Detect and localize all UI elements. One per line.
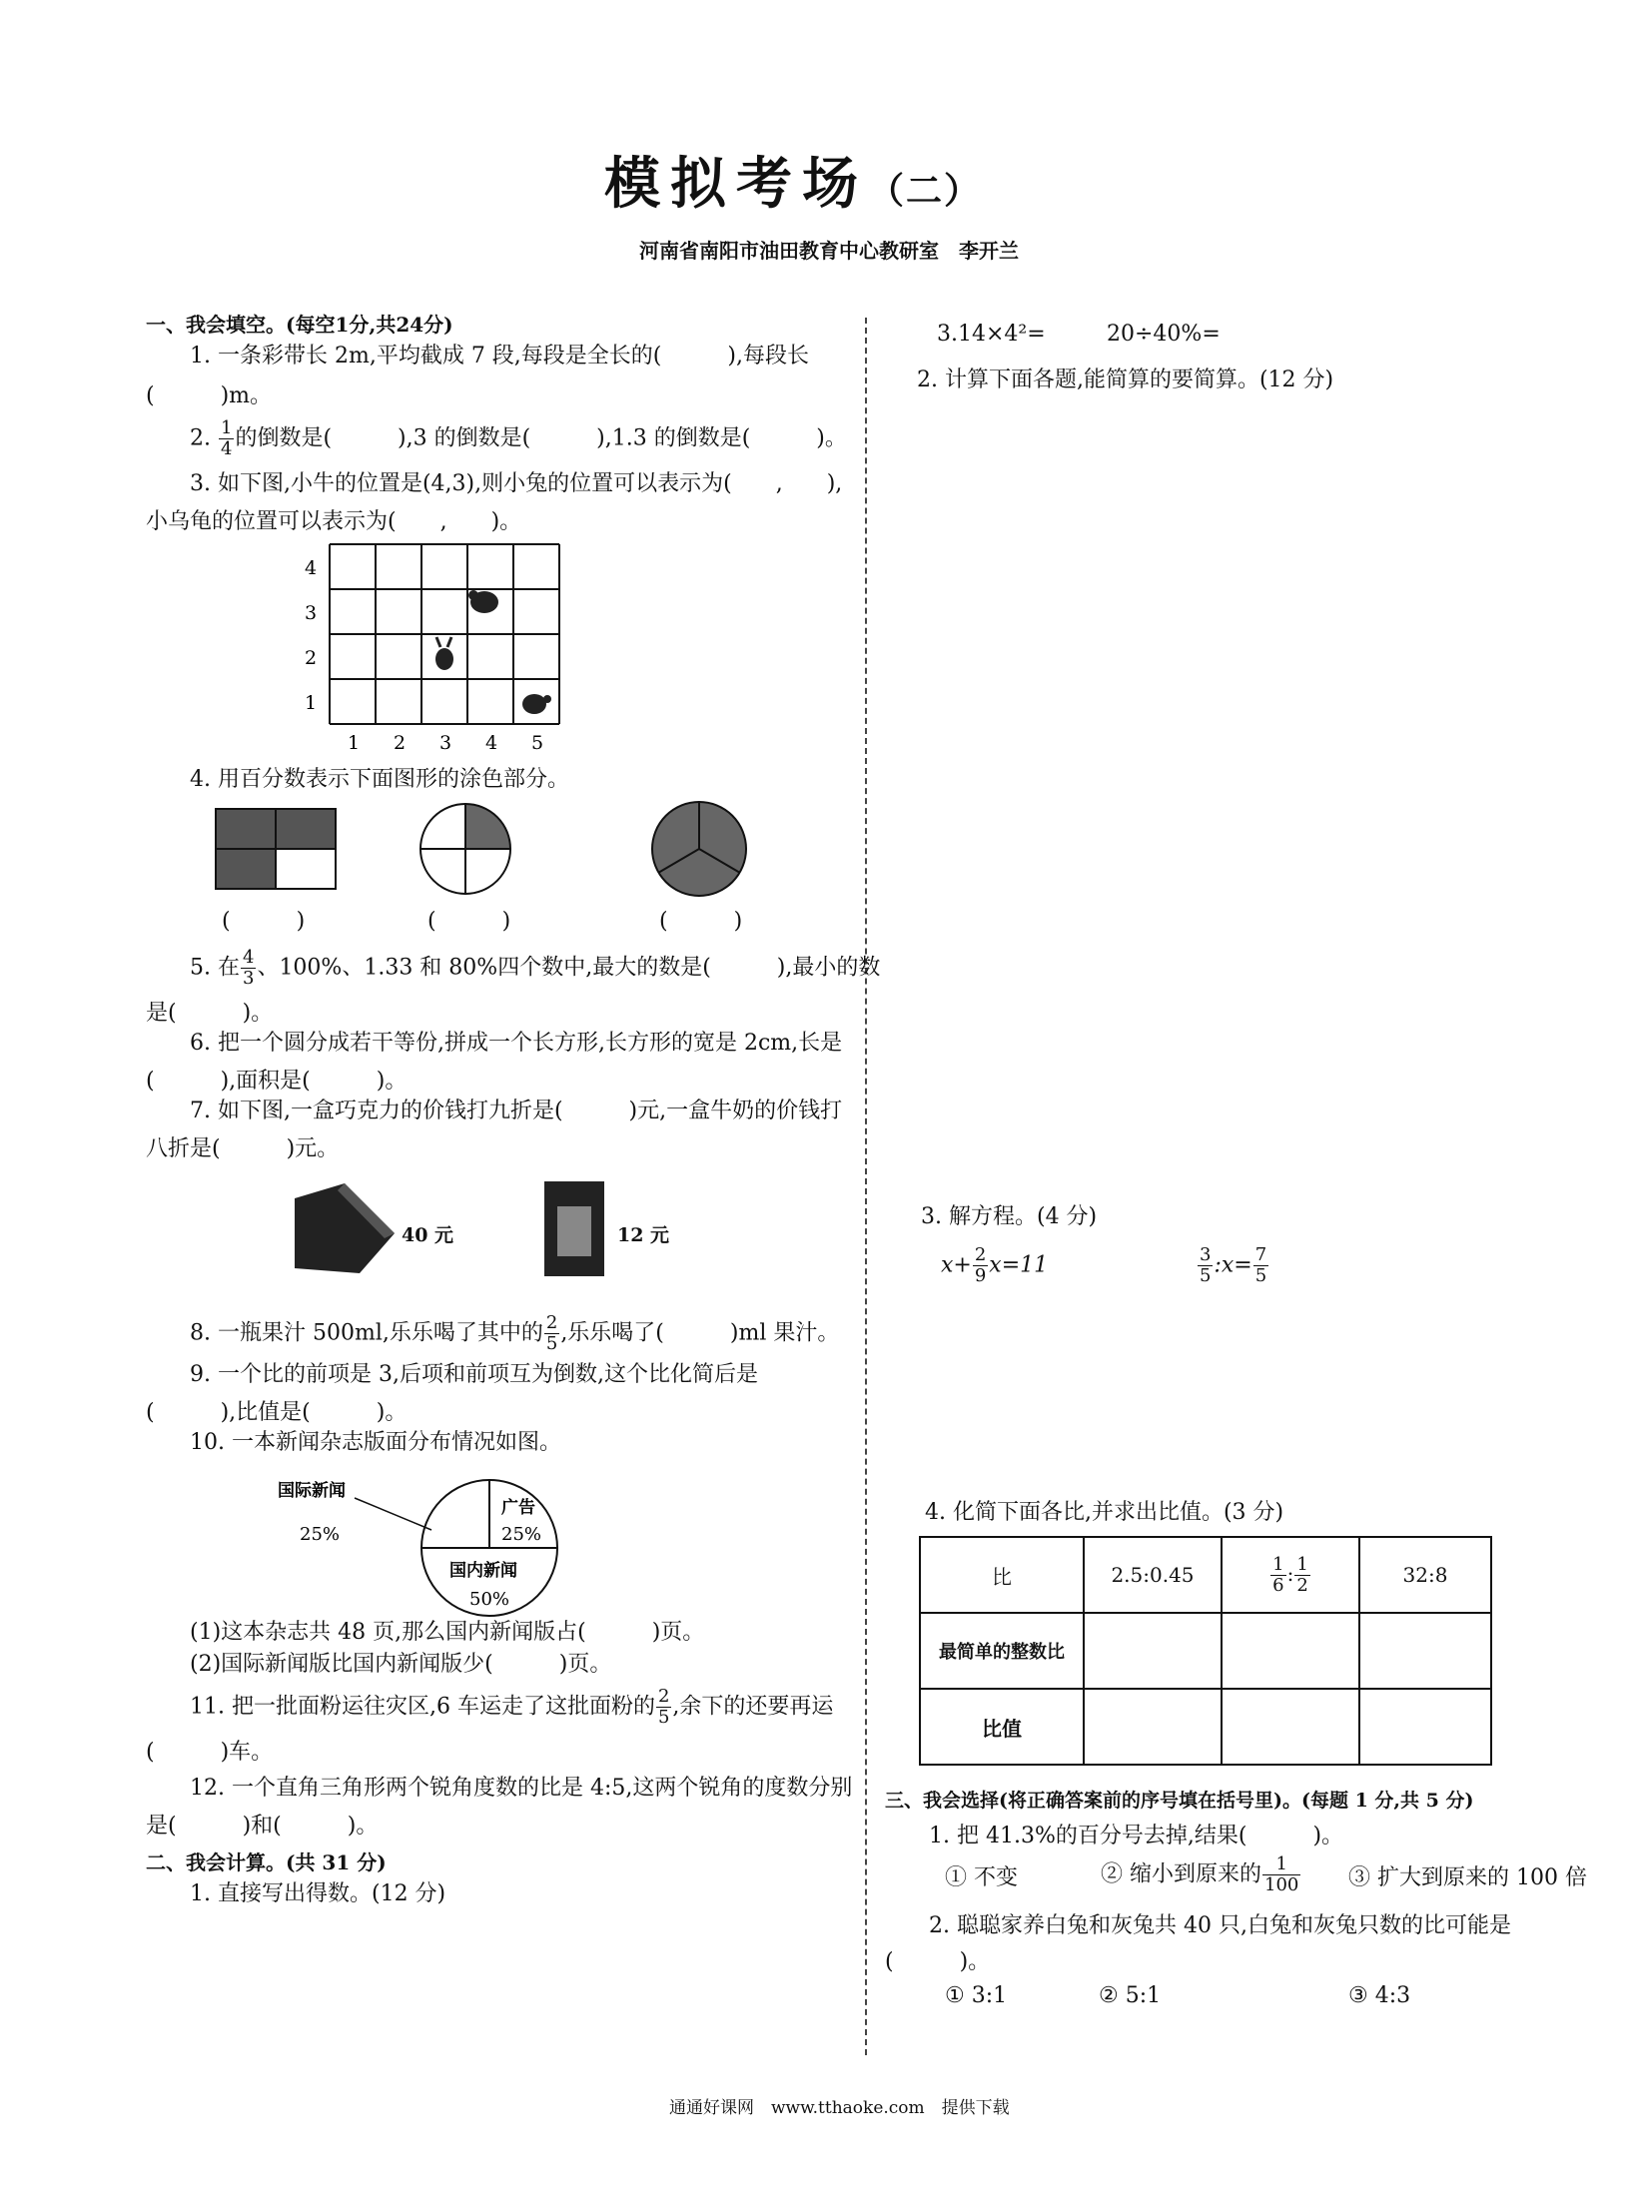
v2-frac-1: $\frac{1}{6}$ <box>1272 1553 1284 1596</box>
s3-q2-opt2: ② 5:1 <box>1099 1983 1162 2008</box>
grid-y-4: 4 <box>305 557 318 579</box>
table-cell-v1: 2.5:0.45 <box>1084 1537 1222 1613</box>
q10-2: (2)国际新闻版比国内新闻版少( )页。 <box>190 1652 612 1677</box>
answer-cell[interactable] <box>1359 1689 1491 1765</box>
grid-x-3: 3 <box>439 732 452 754</box>
s3-q2-line2: ( )。 <box>885 1949 991 1974</box>
q10: 10. 一本新闻杂志版面分布情况如图。 <box>190 1430 561 1455</box>
q4: 4. 用百分数表示下面图形的涂色部分。 <box>190 767 569 792</box>
q7-line2: 八折是( )元。 <box>146 1136 340 1161</box>
grid-y-1: 1 <box>305 692 318 714</box>
answer-cell[interactable] <box>1084 1689 1222 1765</box>
title-paren: （二） <box>868 171 983 212</box>
s3-q1: 1. 把 41.3%的百分号去掉,结果( )。 <box>929 1824 1344 1848</box>
column-divider <box>865 318 867 2055</box>
q11-line2: ( )车。 <box>146 1740 274 1765</box>
eq2-middle: :x= <box>1214 1252 1252 1278</box>
q2-num: 2. <box>190 425 218 451</box>
q5-frac-den: 3 <box>242 968 255 989</box>
q5-fraction <box>241 949 256 988</box>
table-row-simplest: 最简单的整数比 <box>920 1613 1084 1689</box>
q3-line1: 3. 如下图,小牛的位置是(4,3),则小兔的位置可以表示为( , ), <box>190 471 843 496</box>
pie-label-intl: 国际新闻 <box>278 1481 346 1501</box>
s3-q1-opt3: ③ 扩大到原来的 100 倍 <box>1348 1865 1587 1890</box>
section-2-q3: 3. 解方程。(4 分) <box>921 1204 1098 1229</box>
section-2-q2: 2. 计算下面各题,能简算的要简算。(12 分) <box>917 368 1334 392</box>
equation-2 <box>1197 1246 1269 1285</box>
rabbit-icon <box>435 637 453 670</box>
s3-q2-opt3: ③ 4:3 <box>1348 1983 1411 2008</box>
q8 <box>190 1314 839 1353</box>
pie-pct-ad: 25% <box>501 1524 542 1545</box>
pie-pct-intl: 25% <box>300 1524 341 1545</box>
s3-q1-opt1: ① 不变 <box>945 1865 1018 1890</box>
turtle-icon <box>522 694 551 714</box>
table-cell-v2: $\frac{1}{6}$ : $\frac{1}{2}$ <box>1222 1537 1359 1613</box>
q2-text: 的倒数是( ),3 的倒数是( ),1.3 的倒数是( )。 <box>235 425 847 451</box>
eq1-fraction: $\frac{2}{9}$ <box>974 1244 987 1286</box>
grid-y-2: 2 <box>305 647 318 669</box>
q6-line2: ( ),面积是( )。 <box>146 1069 408 1094</box>
grid-x-2: 2 <box>394 732 407 754</box>
q5-line1 <box>190 949 880 988</box>
pie-label-ad: 广告 <box>501 1498 535 1518</box>
chocolate-price: 40 元 <box>402 1224 454 1246</box>
q2-frac-num: 1 <box>220 417 233 438</box>
q8-frac-num: 2 <box>545 1312 558 1333</box>
eq2-fraction-1: $\frac{3}{5}$ <box>1200 1244 1212 1286</box>
answer-cell[interactable] <box>1222 1689 1359 1765</box>
table-header-ratio: 比 <box>920 1537 1084 1613</box>
q2-frac-den: 4 <box>220 438 233 459</box>
q5-frac-num: 4 <box>242 947 255 968</box>
q11-frac-den: 5 <box>657 1707 670 1728</box>
position-grid <box>290 539 579 759</box>
pie-label-dom: 国内新闻 <box>449 1561 517 1581</box>
v2-frac-2: $\frac{1}{2}$ <box>1296 1553 1308 1596</box>
q1-line1: 1. 一条彩带长 2m,平均截成 7 段,每段是全长的( ),每段长 <box>190 344 809 369</box>
section-1-title: 一、我会填空。(每空1分,共24分) <box>146 313 453 337</box>
s3-q1-opt2 <box>1101 1855 1301 1894</box>
section-2-q4: 4. 化简下面各比,并求出比值。(3 分) <box>925 1500 1284 1525</box>
answer-cell[interactable] <box>1222 1613 1359 1689</box>
section-2-title: 二、我会计算。(共 31 分) <box>146 1850 387 1874</box>
answer-paren-3: ( ) <box>659 909 743 934</box>
q8-prefix: 8. 一瓶果汁 500ml,乐乐喝了其中的 <box>190 1320 543 1346</box>
q11-fraction <box>656 1688 671 1727</box>
grid-x-5: 5 <box>531 732 544 754</box>
eq2-fraction-2: $\frac{7}{5}$ <box>1254 1244 1267 1286</box>
q9-line1: 9. 一个比的前项是 3,后项和前项互为倒数,这个比化简后是 <box>190 1362 758 1387</box>
q8-fraction <box>544 1314 559 1353</box>
q11-frac-num: 2 <box>657 1686 670 1707</box>
grid-x-1: 1 <box>348 732 361 754</box>
cow-icon <box>468 590 498 613</box>
eq1-suffix: x=11 <box>989 1252 1049 1278</box>
q3-line2: 小乌龟的位置可以表示为( , )。 <box>146 509 522 534</box>
q6-line1: 6. 把一个圆分成若干等份,拼成一个长方形,长方形的宽是 2cm,长是 <box>190 1031 843 1056</box>
q10-1: (1)这本杂志共 48 页,那么国内新闻版占( )页。 <box>190 1620 705 1645</box>
grid-x-4: 4 <box>485 732 498 754</box>
shaded-circle-quarter <box>417 801 513 897</box>
q8-frac-den: 5 <box>545 1333 558 1354</box>
ratio-table <box>919 1536 1492 1766</box>
s3-q2-opt1: ① 3:1 <box>945 1983 1008 2008</box>
milk-box-image <box>539 1176 609 1281</box>
table-cell-v3: 32:8 <box>1359 1537 1491 1613</box>
q1-line2: ( )m。 <box>146 383 273 408</box>
q11-line1 <box>190 1688 833 1727</box>
q5-line2: 是( )。 <box>146 1001 274 1026</box>
q5-text: 、100%、1.33 和 80%四个数中,最大的数是( ),最小的数 <box>257 955 881 981</box>
opt2-text: ② 缩小到原来的 <box>1101 1861 1261 1887</box>
shaded-circle-full <box>649 799 749 899</box>
q12-line1: 12. 一个直角三角形两个锐角度数的比是 4:5,这两个锐角的度数分别 <box>190 1776 853 1801</box>
q2 <box>190 419 847 458</box>
s3-q2-line1: 2. 聪聪家养白兔和灰兔共 40 只,白兔和灰兔只数的比可能是 <box>929 1913 1511 1938</box>
author-line: 河南省南阳市油田教育中心教研室 李开兰 <box>639 239 1019 263</box>
answer-cell[interactable] <box>1359 1613 1491 1689</box>
grid-y-3: 3 <box>305 602 318 624</box>
title-text: 模拟考场 <box>604 152 868 217</box>
shaded-rectangle <box>214 807 338 891</box>
q5-prefix: 5. 在 <box>190 955 240 981</box>
calc-2: 20÷40%= <box>1107 322 1221 347</box>
magazine-pie-chart <box>270 1468 569 1628</box>
pie-pct-dom: 50% <box>469 1589 510 1610</box>
q8-text: ,乐乐喝了( )ml 果汁。 <box>560 1320 840 1346</box>
chocolate-box-image <box>290 1178 400 1278</box>
q12-line2: 是( )和( )。 <box>146 1814 379 1839</box>
page-title <box>604 140 982 220</box>
q11-text: ,余下的还要再运 <box>672 1694 834 1720</box>
answer-paren-1: ( ) <box>222 909 306 934</box>
q2-fraction <box>219 419 234 458</box>
table-row-value: 比值 <box>920 1689 1084 1765</box>
eq1-prefix: x+ <box>941 1252 972 1278</box>
section-3-title: 三、我会选择(将正确答案前的序号填在括号里)。(每题 1 分,共 5 分) <box>885 1790 1474 1812</box>
opt2-fraction: $\frac{1}{100}$ <box>1264 1853 1299 1895</box>
footer: 通通好课网 www.tthaoke.com 提供下载 <box>669 2098 1010 2118</box>
q11-prefix: 11. 把一批面粉运往灾区,6 车运走了这批面粉的 <box>190 1694 655 1720</box>
calc-1: 3.14×4²= <box>937 322 1046 347</box>
answer-cell[interactable] <box>1084 1613 1222 1689</box>
q7-line1: 7. 如下图,一盒巧克力的价钱打九折是( )元,一盒牛奶的价钱打 <box>190 1099 843 1123</box>
milk-price: 12 元 <box>617 1224 670 1246</box>
answer-paren-2: ( ) <box>427 909 511 934</box>
section-2-q1: 1. 直接写出得数。(12 分) <box>190 1881 446 1906</box>
equation-1 <box>941 1246 1048 1285</box>
q9-line2: ( ),比值是( )。 <box>146 1400 408 1425</box>
